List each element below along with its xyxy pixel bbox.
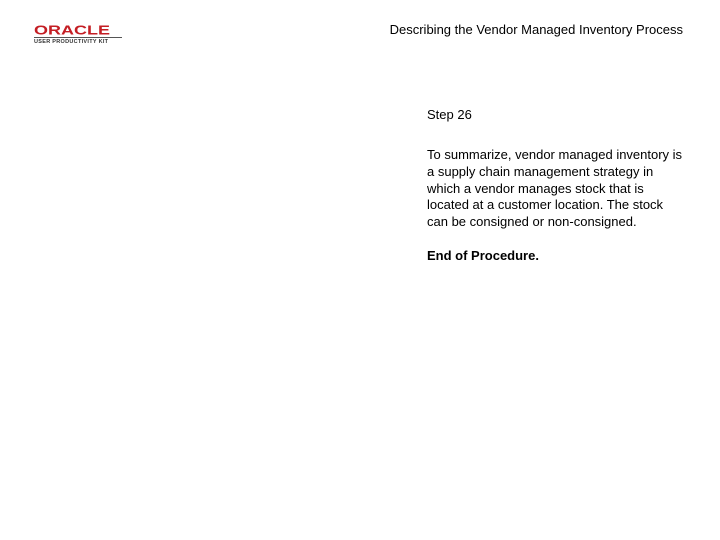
end-of-procedure-label: End of Procedure. bbox=[427, 247, 539, 263]
document-title: Describing the Vendor Managed Inventory Process bbox=[389, 22, 683, 37]
oracle-wordmark bbox=[34, 24, 112, 36]
oracle-upk-logo bbox=[34, 24, 124, 48]
step-content bbox=[427, 106, 685, 264]
step-description: To summarize, vendor managed inventory is a supply chain management strategy in which a vendor manages stock that is located at a customer location. The stock can be consigned or non-consigned. bbox=[427, 147, 683, 230]
step-label: Step 26 bbox=[427, 107, 472, 122]
svg-text:ORACLE: ORACLE bbox=[34, 24, 110, 36]
logo-subline: USER PRODUCTIVITY KIT bbox=[34, 39, 109, 45]
